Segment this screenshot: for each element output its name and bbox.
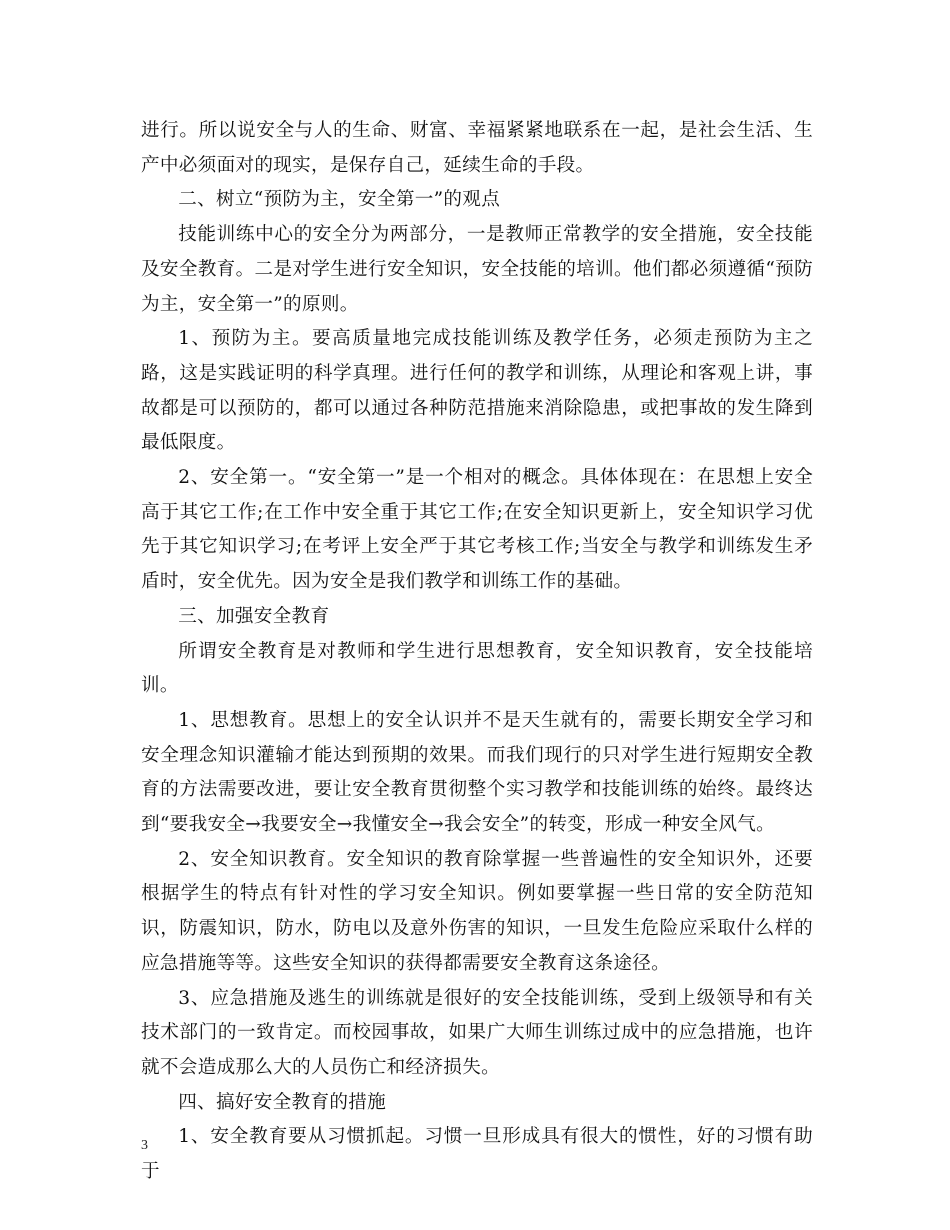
section-heading-3: 三、加强安全教育 — [178, 605, 330, 627]
paragraph-1: 进行。所以说安全与人的生命、财富、幸福紧紧地联系在一起，是社会生活、生产中必须面对的现实，是保存自己，延续生命的手段。 — [141, 120, 813, 176]
paragraph-5: 2、安全第一。“安全第一”是一个相对的概念。具体体现在：在思想上安全高于其它工作;在工作中安全重于其它工作;在安全知识更新上，安全知识学习优先于其它知识学习;在考评上安全严于其它考核工作;当安全与教学和训练发生矛盾时，安全优先。因为安全是我们教学和训练工作的基础。 — [141, 467, 813, 593]
paragraph-3: 技能训练中心的安全分为两部分，一是教师正常教学的安全措施，安全技能及安全教育。二是对学生进行安全知识，安全技能的培训。他们都必须遵循“预防为主，安全第一”的原则。 — [141, 224, 813, 315]
paragraph-9: 2、安全知识教育。安全知识的教育除掌握一些普遍性的安全知识外，还要根据学生的特点有针对性的学习安全知识。例如要掌握一些日常的安全防范知识，防震知识，防水，防电以及意外伤害的知识，一旦发生危险应采取什么样的应急措施等等。这些安全知识的获得都需要安全教育这条途径。 — [141, 848, 813, 974]
paragraph-12: 1、安全教育要从习惯抓起。习惯一旦形成具有很大的惯性，好的习惯有助于 — [141, 1126, 813, 1183]
page-number: 3 — [141, 1138, 148, 1153]
paragraph-10: 3、应急措施及逃生的训练就是很好的安全技能训练，受到上级领导和有关技术部门的一致肯定。而校园事故，如果广大师生训练过成中的应急措施，也许就不会造成那么大的人员伤亡和经济损失。 — [141, 987, 813, 1078]
section-heading-2: 二、树立“预防为主，安全第一”的观点 — [178, 189, 501, 211]
paragraph-7: 所谓安全教育是对教师和学生进行思想教育，安全知识教育，安全技能培训。 — [141, 640, 813, 697]
paragraph-8: 1、思想教育。思想上的安全认识并不是天生就有的，需要长期安全学习和安全理念知识灌输才能达到预期的效果。而我们现行的只对学生进行短期安全教育的方法需要改进，要让安全教育贯彻整个实习教学和技能训练的始终。最终达到“要我安全→我要安全→我懂安全→我会安全”的转变，形成一种安全风气。 — [141, 709, 813, 836]
paragraph-4: 1、预防为主。要高质量地完成技能训练及教学任务，必须走预防为主之路，这是实践证明的科学真理。进行任何的教学和训练，从理论和客观上讲，事故都是可以预防的，都可以通过各种防范措施来消除隐患，或把事故的发生降到最低限度。 — [141, 328, 813, 454]
document-body — [141, 114, 813, 1190]
section-heading-4: 四、搞好安全教育的措施 — [178, 1091, 387, 1113]
